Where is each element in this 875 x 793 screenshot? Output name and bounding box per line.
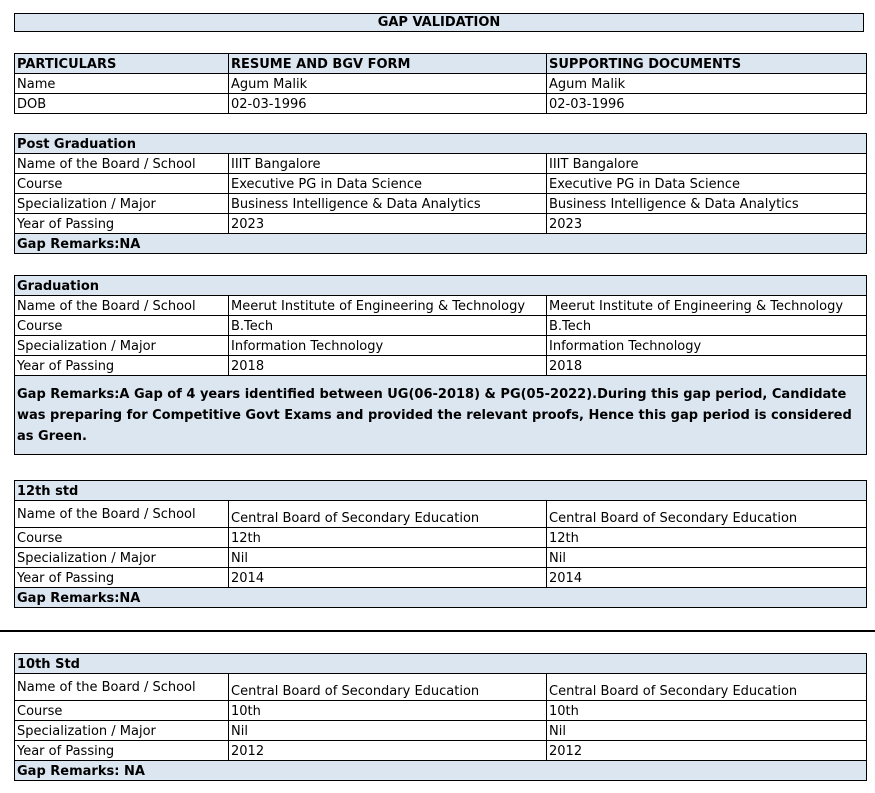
document-value: Central Board of Secondary Education (547, 501, 867, 528)
row-label: Year of Passing (15, 356, 229, 376)
document-value: Information Technology (547, 336, 867, 356)
table-row (15, 721, 867, 741)
table-row (15, 174, 867, 194)
resume-value: Executive PG in Data Science (229, 174, 547, 194)
header-documents: SUPPORTING DOCUMENTS (547, 54, 867, 74)
resume-value: Central Board of Secondary Education (229, 674, 547, 701)
row-label: Name of the Board / School (15, 501, 229, 528)
resume-value: 2018 (229, 356, 547, 376)
row-label: Year of Passing (15, 568, 229, 588)
table-row (15, 74, 867, 94)
resume-value: 2023 (229, 214, 547, 234)
row-label: Year of Passing (15, 214, 229, 234)
tenth-std-table (14, 653, 867, 781)
gap-remark: Gap Remarks:NA (15, 234, 867, 254)
resume-value: Meerut Institute of Engineering & Technology (229, 296, 547, 316)
row-label: Specialization / Major (15, 194, 229, 214)
table-header-row (15, 54, 867, 74)
section-title: Graduation (15, 276, 867, 296)
row-label: Course (15, 316, 229, 336)
table-row (15, 741, 867, 761)
gap-remark: Gap Remarks:A Gap of 4 years identified between UG(06-2018) & PG(05-2022).During this gap period, Candidate was preparing for Competitive Govt Exams and provided the relevant proofs, Hence this gap period is considered as Green. (15, 376, 867, 455)
section-title-row (15, 654, 867, 674)
table-row (15, 154, 867, 174)
document-value: 10th (547, 701, 867, 721)
gap-remark: Gap Remarks: NA (15, 761, 867, 781)
document-value: B.Tech (547, 316, 867, 336)
section-title: Post Graduation (15, 134, 867, 154)
table-row (15, 214, 867, 234)
gap-remark-row (15, 761, 867, 781)
table-row (15, 94, 867, 114)
resume-value: Central Board of Secondary Education (229, 501, 547, 528)
document-value: Central Board of Secondary Education (547, 674, 867, 701)
document-value: 2018 (547, 356, 867, 376)
resume-value: Information Technology (229, 336, 547, 356)
table-row (15, 568, 867, 588)
document-value: Meerut Institute of Engineering & Technology (547, 296, 867, 316)
table-row (15, 316, 867, 336)
row-label: Specialization / Major (15, 548, 229, 568)
resume-value: 2012 (229, 741, 547, 761)
twelfth-std-table (14, 480, 867, 608)
resume-value: Business Intelligence & Data Analytics (229, 194, 547, 214)
page-divider (0, 630, 875, 632)
row-label: Name of the Board / School (15, 154, 229, 174)
row-label: DOB (15, 94, 229, 114)
particulars-table (14, 53, 867, 114)
table-row (15, 548, 867, 568)
document-value: Nil (547, 548, 867, 568)
document-value: Nil (547, 721, 867, 741)
document-value: Business Intelligence & Data Analytics (547, 194, 867, 214)
gap-remark-row (15, 376, 867, 455)
resume-value: B.Tech (229, 316, 547, 336)
resume-value: Nil (229, 721, 547, 741)
header-resume: RESUME AND BGV FORM (229, 54, 547, 74)
row-label: Name (15, 74, 229, 94)
post-graduation-table (14, 133, 867, 254)
resume-value: 12th (229, 528, 547, 548)
row-label: Specialization / Major (15, 721, 229, 741)
row-label: Year of Passing (15, 741, 229, 761)
document-value: 2012 (547, 741, 867, 761)
document-value: 2014 (547, 568, 867, 588)
gap-remark-row (15, 588, 867, 608)
section-title-row (15, 276, 867, 296)
resume-value: 02-03-1996 (229, 94, 547, 114)
document-value: 02-03-1996 (547, 94, 867, 114)
row-label: Name of the Board / School (15, 674, 229, 701)
table-row (15, 528, 867, 548)
document-value: Agum Malik (547, 74, 867, 94)
section-title: 12th std (15, 481, 867, 501)
section-title-row (15, 134, 867, 154)
row-label: Course (15, 528, 229, 548)
table-row (15, 674, 867, 701)
header-particulars: PARTICULARS (15, 54, 229, 74)
row-label: Specialization / Major (15, 336, 229, 356)
table-row (15, 501, 867, 528)
table-row (15, 296, 867, 316)
row-label: Name of the Board / School (15, 296, 229, 316)
resume-value: Agum Malik (229, 74, 547, 94)
table-row (15, 194, 867, 214)
resume-value: Nil (229, 548, 547, 568)
table-row (15, 701, 867, 721)
resume-value: 10th (229, 701, 547, 721)
gap-remark: Gap Remarks:NA (15, 588, 867, 608)
gap-remark-row (15, 234, 867, 254)
document-value: IIIT Bangalore (547, 154, 867, 174)
page-title: GAP VALIDATION (14, 13, 864, 32)
table-row (15, 356, 867, 376)
row-label: Course (15, 701, 229, 721)
table-row (15, 336, 867, 356)
section-title: 10th Std (15, 654, 867, 674)
document-value: 12th (547, 528, 867, 548)
graduation-table (14, 275, 867, 455)
row-label: Course (15, 174, 229, 194)
section-title-row (15, 481, 867, 501)
document-value: Executive PG in Data Science (547, 174, 867, 194)
resume-value: 2014 (229, 568, 547, 588)
resume-value: IIIT Bangalore (229, 154, 547, 174)
document-value: 2023 (547, 214, 867, 234)
